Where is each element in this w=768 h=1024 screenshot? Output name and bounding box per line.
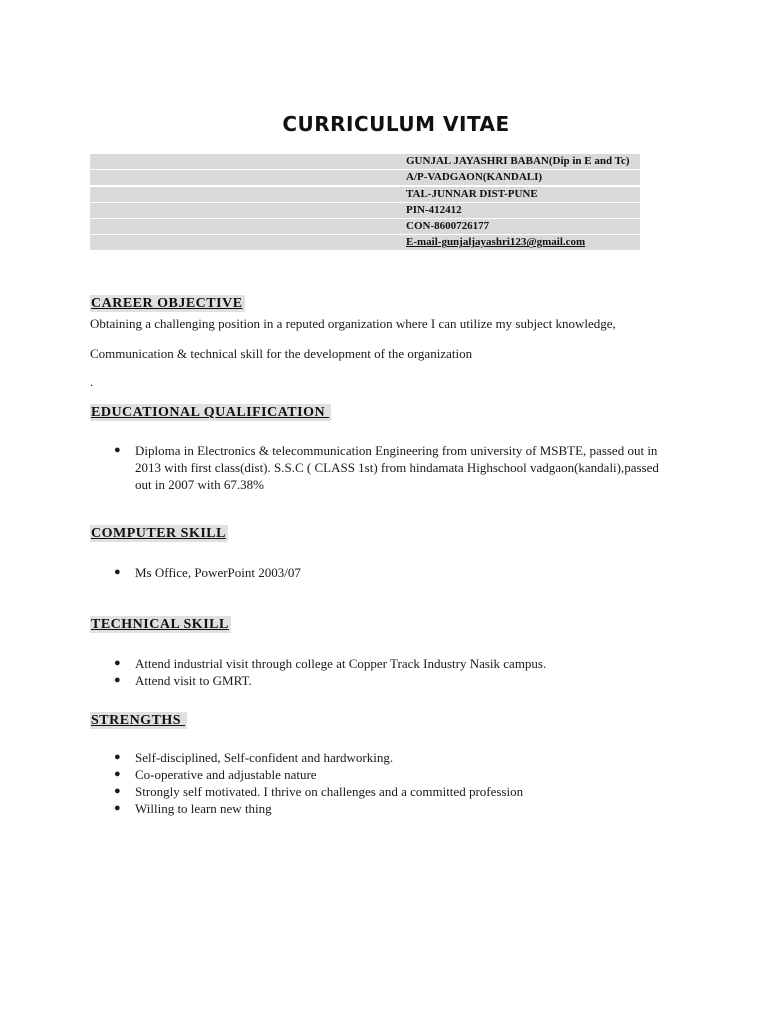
strength-item-text: Strongly self motivated. I thrive on challenges and a committed profession	[135, 784, 524, 799]
technical-skill-list	[90, 655, 690, 689]
contact-row-address1	[90, 170, 640, 185]
contact-address-line1: A/P-VADGAON(KANDALI)	[406, 171, 543, 184]
list-item	[90, 749, 690, 766]
career-objective-line3: .	[90, 374, 94, 389]
education-list	[90, 442, 690, 493]
list-item	[90, 564, 690, 581]
technical-skill-item-text: Attend industrial visit through college at Copper Track Industry Nasik campus.	[135, 656, 547, 671]
technical-skill-heading: TECHNICAL SKILL	[91, 617, 229, 632]
strength-item-text: Self-disciplined, Self-confident and hardworking.	[135, 750, 394, 765]
contact-name: GUNJAL JAYASHRI BABAN(Dip in E and Tc)	[406, 155, 630, 167]
contact-block	[90, 154, 640, 252]
bullet-icon: ●	[114, 657, 121, 669]
bullet-icon: ●	[114, 751, 121, 763]
bullet-icon: ●	[114, 785, 121, 797]
computer-skill-item-text: Ms Office, PowerPoint 2003/07	[135, 565, 301, 580]
computer-skill-heading: COMPUTER SKILL	[91, 526, 226, 541]
bullet-icon: ●	[114, 674, 121, 686]
strength-item-text: Co-operative and adjustable nature	[135, 767, 317, 782]
list-item	[90, 800, 690, 817]
contact-row-address2	[90, 187, 640, 202]
list-item	[90, 672, 690, 689]
list-item	[90, 442, 690, 493]
technical-skill-item-text: Attend visit to GMRT.	[135, 673, 252, 688]
education-heading: EDUCATIONAL QUALIFICATION	[91, 405, 330, 420]
contact-row-phone	[90, 219, 640, 234]
document-title: CURRICULUM VITAE	[282, 112, 510, 136]
contact-phone: CON-8600726177	[406, 220, 490, 233]
list-item	[90, 766, 690, 783]
list-item	[90, 783, 690, 800]
contact-email: E-mail-gunjaljayashri123@gmail.com	[406, 236, 586, 249]
contact-row-pin	[90, 203, 640, 218]
bullet-icon: ●	[114, 768, 121, 780]
bullet-icon: ●	[114, 566, 121, 578]
contact-pin: PIN-412412	[406, 203, 462, 216]
contact-row-name	[90, 154, 640, 169]
bullet-icon: ●	[114, 802, 121, 814]
strength-item-text: Willing to learn new thing	[135, 801, 272, 816]
contact-row-email	[90, 235, 640, 250]
bullet-icon: ●	[114, 444, 121, 456]
education-item-text: Diploma in Electronics & telecommunication Engineering from university of MSBTE, passed out in 2013 with first class(dist). S.S.C ( CLASS 1st) from hindamata Highschool vadgaon(kandali),passed out in 2007 with 67.38%	[135, 443, 659, 492]
career-objective-line2: Communication & technical skill for the development of the organization	[90, 346, 473, 361]
contact-address-line2: TAL-JUNNAR DIST-PUNE	[406, 187, 538, 200]
strengths-list	[90, 749, 690, 817]
career-objective-line1: Obtaining a challenging position in a reputed organization where I can utilize my subject knowledge,	[90, 316, 616, 331]
computer-skill-list	[90, 564, 690, 581]
list-item	[90, 655, 690, 672]
career-objective-heading: CAREER OBJECTIVE	[91, 296, 243, 311]
strengths-heading: STRENGTHS	[91, 713, 186, 728]
